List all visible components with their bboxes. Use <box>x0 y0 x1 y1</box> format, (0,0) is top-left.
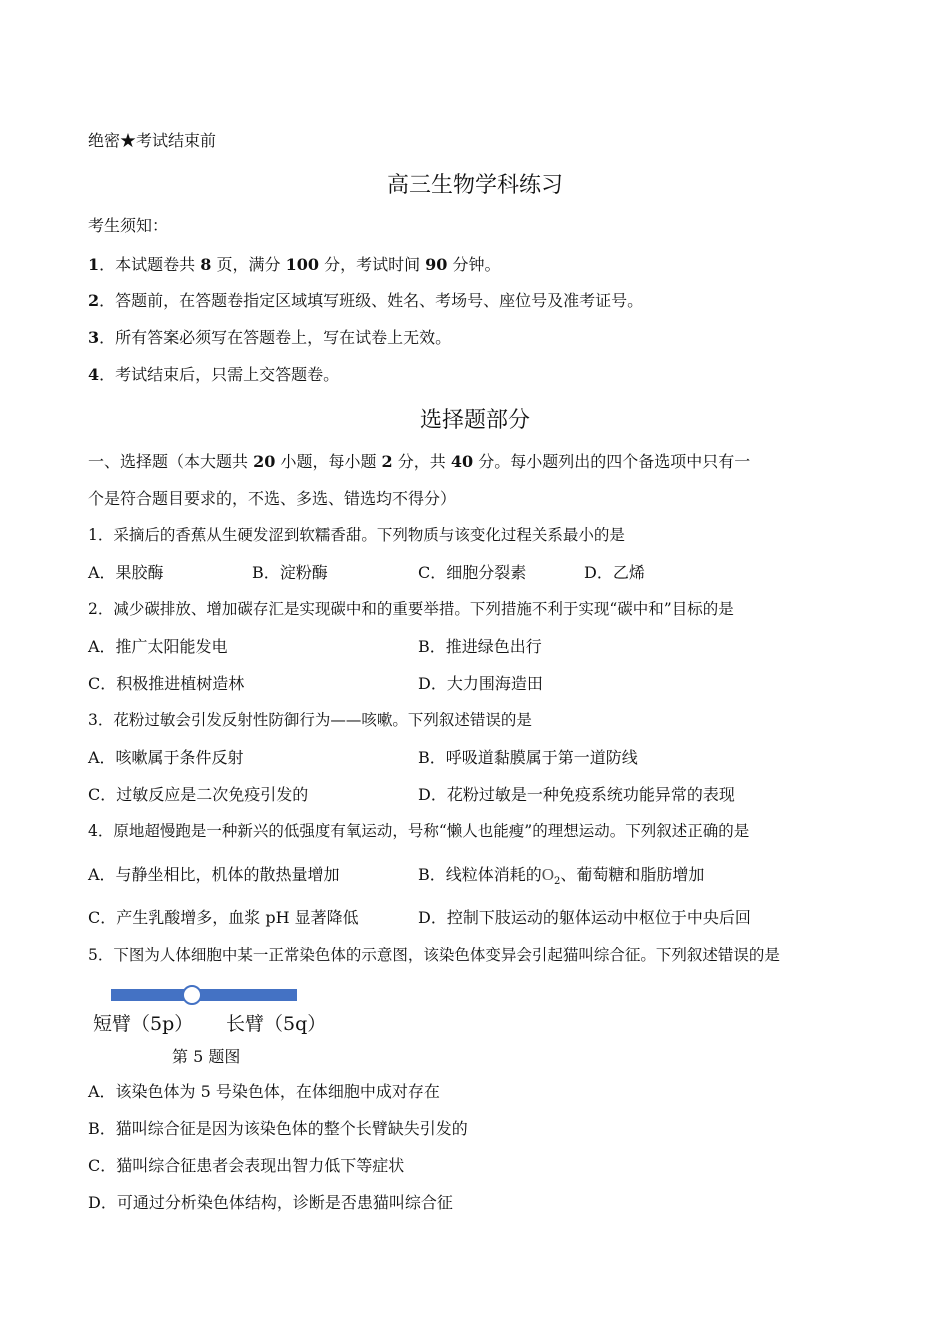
figure-caption: 第 5 题图 <box>172 1047 241 1066</box>
question-5-option-b: B．猫叫综合征是因为该染色体的整个长臂缺失引发的 <box>88 1119 468 1138</box>
notice-heading: 考生须知： <box>88 216 169 235</box>
chromosome-diagram <box>108 982 303 1008</box>
question-1-option-a: A．果胶酶 <box>88 563 164 582</box>
question-4-option-c: C．产生乳酸增多，血浆 pH 显著降低 <box>88 908 359 927</box>
question-3-option-d: D．花粉过敏是一种免疫系统功能异常的表现 <box>418 785 735 804</box>
question-3-stem: 3．花粉过敏会引发反射性防御行为——咳嗽。下列叙述错误的是 <box>88 711 532 729</box>
question-2-stem: 2．减少碳排放、增加碳存汇是实现碳中和的重要举措。下列措施不利于实现“碳中和”目标的是 <box>88 600 734 618</box>
short-arm-label: 短臂（5p） <box>93 1013 194 1035</box>
confidential-mark: 绝密★考试结束前 <box>88 131 217 150</box>
question-3-option-b: B．呼吸道黏膜属于第一道防线 <box>418 748 638 767</box>
section-title: 选择题部分 <box>419 408 530 433</box>
question-1-stem: 1．采摘后的香蕉从生硬发涩到软糯香甜。下列物质与该变化过程关系最小的是 <box>88 526 625 544</box>
question-2-option-a: A．推广太阳能发电 <box>88 637 228 656</box>
section-intro-line-2: 个是符合题目要求的，不选、多选、错选均不得分） <box>88 489 457 508</box>
question-5-option-c: C．猫叫综合征患者会表现出智力低下等症状 <box>88 1156 405 1175</box>
question-4-option-a: A．与静坐相比，机体的散热量增加 <box>88 865 340 884</box>
question-1-option-c: C．细胞分裂素 <box>418 563 527 582</box>
section-intro-line-1: 一、选择题（本大题共 20 小题，每小题 2 分，共 40 分。每小题列出的四个备选项中只有一 <box>88 452 751 471</box>
chromosome-long-arm <box>199 989 297 1001</box>
question-2-option-d: D．大力围海造田 <box>418 674 543 693</box>
question-1-option-d: D．乙烯 <box>584 563 645 582</box>
page-title: 高三生物学科练习 <box>386 173 563 198</box>
question-3-option-c: C．过敏反应是二次免疫引发的 <box>88 785 309 804</box>
question-5-option-d: D．可通过分析染色体结构，诊断是否患猫叫综合征 <box>88 1193 453 1212</box>
question-4-option-b: B．线粒体消耗的$O_2$、葡萄糖和脂肪增加 <box>418 865 705 888</box>
question-2-option-b: B．推进绿色出行 <box>418 637 542 656</box>
notice-item-3: 3．所有答案必须写在答题卷上，写在试卷上无效。 <box>88 328 452 347</box>
question-4-stem: 4．原地超慢跑是一种新兴的低强度有氧运动，号称“懒人也能瘦”的理想运动。下列叙述正确的是 <box>88 822 750 840</box>
question-4-option-d: D．控制下肢运动的躯体运动中枢位于中央后回 <box>418 908 751 927</box>
notice-item-1: 1．本试题卷共 8 页，满分 100 分，考试时间 90 分钟。 <box>88 255 501 274</box>
long-arm-label: 长臂（5q） <box>226 1013 327 1035</box>
question-5-stem: 5．下图为人体细胞中某一正常染色体的示意图，该染色体变异会引起猫叫综合征。下列叙述错误的是 <box>88 946 780 964</box>
chromosome-short-arm <box>111 989 187 1001</box>
chromosome-centromere <box>183 986 201 1004</box>
notice-item-2: 2．答题前，在答题卷指定区域填写班级、姓名、考场号、座位号及准考证号。 <box>88 291 644 310</box>
question-3-option-a: A．咳嗽属于条件反射 <box>88 748 244 767</box>
question-2-option-c: C．积极推进植树造林 <box>88 674 245 693</box>
question-1-option-b: B．淀粉酶 <box>252 563 328 582</box>
notice-item-4: 4．考试结束后，只需上交答题卷。 <box>88 365 340 384</box>
question-5-option-a: A．该染色体为 5 号染色体，在体细胞中成对存在 <box>88 1082 440 1101</box>
